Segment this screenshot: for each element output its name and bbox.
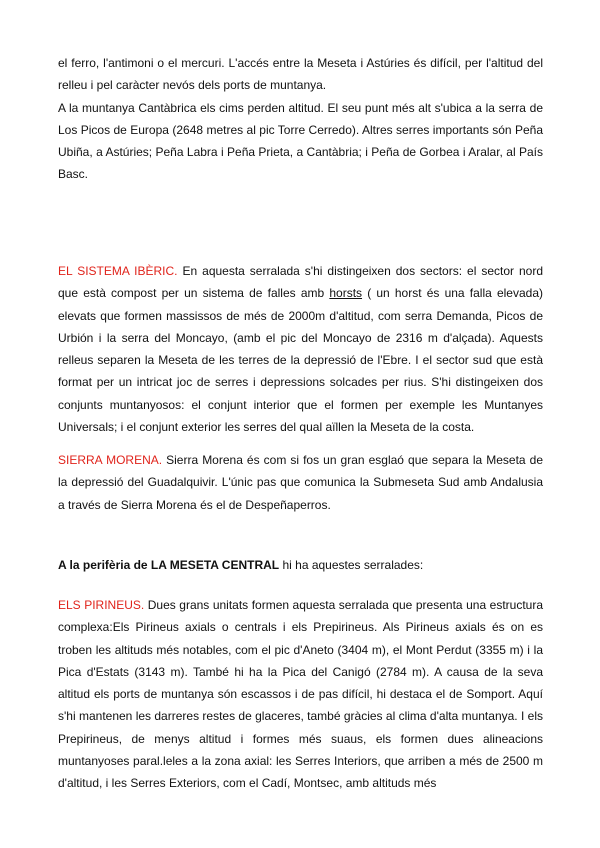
paragraph-text: En aquesta serralada s'hi distingeixen dos sectors: el sector nord que està compost per un sistema de falles amb [58,264,543,301]
paragraph-text: A la muntanya Cantàbrica els cims perden altitud. El seu punt més alt s'ubica a la serra de Los Picos de Europa (2648 metres al pic Torre Cerredo). Altres serres importants són Peña Ubiña, a Astúries; Peña Labra i Peña Prieta, a Cantàbria; i Peña de Gorbea i Aralar, al País Basc. [58,100,543,182]
paragraph-sistema-iberic [58,260,543,438]
paragraph-text: ( un horst és una falla elevada) elevats que formen massissos de més de 2000m d'altitud, com serra Demanda, Picos de Urbión i la serra del Moncayo, (amb el pic del Moncayo de 2316 m d'alçada). Aquests relleus separen la Meseta de les terres de la depressió de l'Ebre. I el sector sud que està format per un intricat joc de serres i depressions solcades per rius. S'hi distingeixen dos conjunts muntanyosos: el conjunt interior que el formen per exemple les Muntanyes Universals; i el conjunt exterior les serres del qual aïllen la Meseta de la costa. [58,286,543,435]
section-heading-pirineus: ELS PIRINEUS. [58,598,145,612]
section-intro-bold: A la perifèria de LA MESETA CENTRAL [58,558,280,572]
paragraph-text: el ferro, l'antimoni o el mercuri. L'accés entre la Meseta i Astúries és difícil, per l'altitud del relleu i pel caràcter nevós dels ports de muntanya. [58,56,543,93]
paragraph-pirineus [58,594,543,795]
paragraph-sierra-morena [58,449,543,516]
paragraph-text: Dues grans unitats formen aquesta serralada que presenta una estructura complexa:Els Pirineus axials o centrals i els Prepirineus. Als Pirineus axials és on es troben les altituds més notables, com el pic d'Aneto (3404 m), el Mont Perdut (3355 m) i la Pica d'Estats (3143 m). També hi ha la Pica del Canigó (2784 m). A causa de la seva altitud els ports de muntanya són escassos i de pas difícil, hi destaca el de Somport. Aquí s'hi mantenen les darreres restes de glaceres, també gràcies al clima d'alta muntanya. I els Prepirineus, de menys altitud i formes més suaus, els formen dues alineacions muntanyoses paral.leles a la zona axial: les Serres Interiors, que arriben a més de 2500 m d'altitud, i les Serres Exteriors, com el Cadí, Montsec, amb altituds més [58,598,543,791]
paragraph-periferia [58,554,543,576]
horsts-link[interactable]: horsts [329,286,363,301]
paragraph-text: Sierra Morena és com si fos un gran esglaó que separa la Meseta de la depressió del Guadalquivir. L'únic pas que comunica la Submeseta Sud amb Andalusia a través de Sierra Morena és el de Despeñaperros. [58,453,543,512]
paragraph-asturies-access [58,52,543,186]
section-heading-sierra-morena: SIERRA MORENA. [58,453,163,467]
paragraph-text: hi ha aquestes serralades: [279,558,424,572]
section-heading-sistema-iberic: EL SISTEMA IBÈRIC. [58,264,178,278]
